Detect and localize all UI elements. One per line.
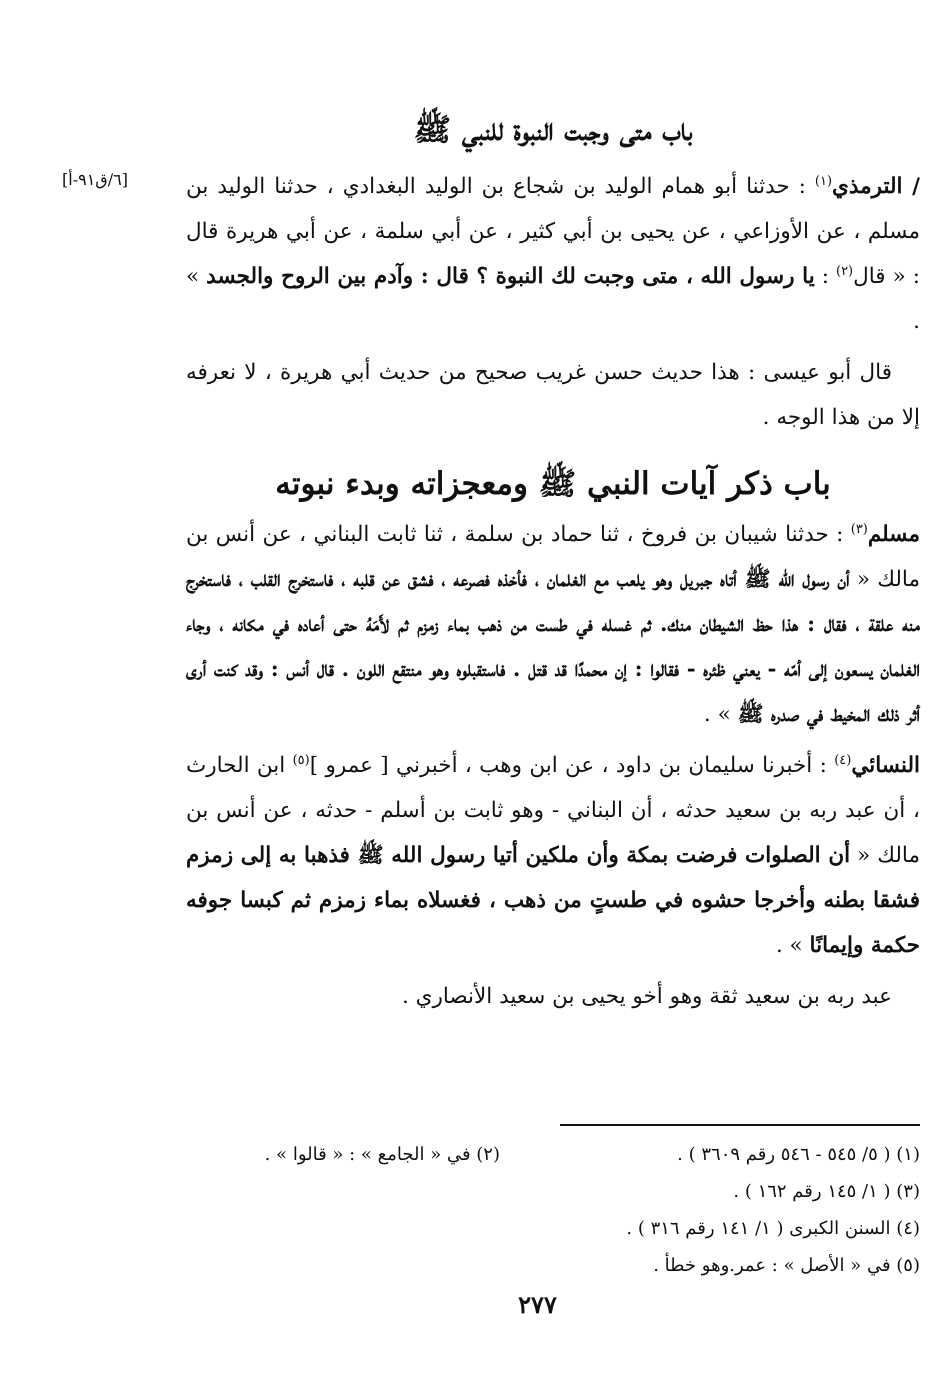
footnote-marker: (٤) — [834, 752, 852, 768]
footnote-marker: (١) — [814, 173, 833, 189]
footnotes — [186, 1136, 920, 1284]
text-segment: : — [814, 264, 836, 289]
section-heading: باب ذكر آيات النبي ﷺ ومعجزاته وبدء نبوته — [275, 466, 831, 502]
footnote-3: (٣) ( ١/ ١٤٥ رقم ١٦٢ ) . — [733, 1181, 920, 1202]
isnad-text: : أخبرنا سليمان بن داود ، عن ابن وهب ، أخبرني [ عمرو ] — [309, 753, 835, 778]
hadith-paragraph — [186, 743, 920, 968]
footnote-marker: (٢) — [835, 263, 854, 279]
manuscript-reference: [٦/ق٩١-أ] — [62, 170, 128, 189]
footnote-4: (٤) السنن الكبرى ( ١/ ١٤١ رقم ٣١٦ ) . — [626, 1218, 920, 1239]
isnad-text: : حدثنا أبو همام الوليد بن شجاع بن الوليد البغدادي ، حدثنا الوليد بن مسلم ، عن الأوزاعي ، عن يحيى بن أبي كثير ، عن أبي سلمة ، عن أبي هريرة قال : « قال — [186, 174, 920, 289]
commentary-paragraph: قال أبو عيسى : هذا حديث حسن غريب صحيح من حديث أبي هريرة ، لا نعرفه إلا من هذا الوجه . — [186, 360, 920, 430]
text-segment: » . — [775, 933, 810, 958]
section-heading: باب متى وجبت النبوة للنبي ﷺ — [413, 112, 693, 148]
footnote-1: (١) ( ٥/ ٥٤٥ - ٥٤٦ رقم ٣٦٠٩ ) . — [677, 1144, 920, 1165]
text-segment: » . — [186, 264, 920, 334]
source-name: النسائي — [851, 753, 920, 778]
hadith-matn: أن الصلوات فرضت بمكة وأن ملكين أتيا رسول الله ﷺ فذهبا به إلى زمزم فشقا بطنه وأخرجا حشوه في طستٍ من ذهب ، فغسلاه بماء زمزم ثم كبسا جوفه حكمة وإيمانًا — [186, 843, 920, 958]
footnote-5: (٥) في « الأصل » : عمر.وهو خطأ . — [653, 1255, 920, 1276]
isnad-text: ابن الحارث ، أن عبد ربه بن سعيد حدثه ، أن البناني - وهو ثابت بن أسلم - حدثه ، عن أنس بن مالك « — [186, 753, 920, 868]
footnote-marker: (٥) — [292, 752, 310, 768]
hadith-matn: يا رسول الله ، متى وجبت لك النبوة ؟ قال : وآدم بين الروح والجسد — [206, 264, 815, 289]
hadith-paragraph — [186, 512, 920, 737]
isnad-text: : حدثنا شيبان بن فروخ ، ثنا حماد بن سلمة ، ثنا ثابت البناني ، عن أنس بن مالك « — [186, 522, 920, 592]
footnote-divider — [560, 1124, 920, 1126]
text-segment: » . — [703, 702, 738, 727]
main-text — [186, 100, 920, 1019]
hadith-matn: أن رسول الله ﷺ أتاه جبريل وهو يلعب مع الغلمان ، فأخذه فصرعه ، فشق عن قلبه ، فاستخرج القلب ، فاستخرج منه علقة ، فقال : هذا حظ الشيطان منك. ثم غسله في طست من ذهب بماء زمزم ثم لأَمَهُ حتى أعاده في مكانه ، وجاء الغلمان يسعون إلى أمّه - يعني ظئره - فقالوا : إن محمدًا قد قتل . فاستقبلوه وهو منتقع اللون . قال أنس : وقد كنت أرى أثر ذلك المخيط في صدره ﷺ — [186, 567, 920, 727]
footnote-marker: (٣) — [850, 521, 868, 537]
footnote-row — [186, 1136, 920, 1173]
hadith-paragraph — [186, 164, 920, 344]
source-name: مسلم — [867, 522, 920, 547]
footnote-2: (٢) في « الجامع » : « قالوا » . — [264, 1144, 500, 1165]
page-number: ٢٧٧ — [518, 1290, 557, 1319]
source-name: / الترمذي — [832, 174, 920, 199]
commentary-paragraph: عبد ربه بن سعيد ثقة وهو أخو يحيى بن سعيد الأنصاري . — [401, 984, 892, 1009]
